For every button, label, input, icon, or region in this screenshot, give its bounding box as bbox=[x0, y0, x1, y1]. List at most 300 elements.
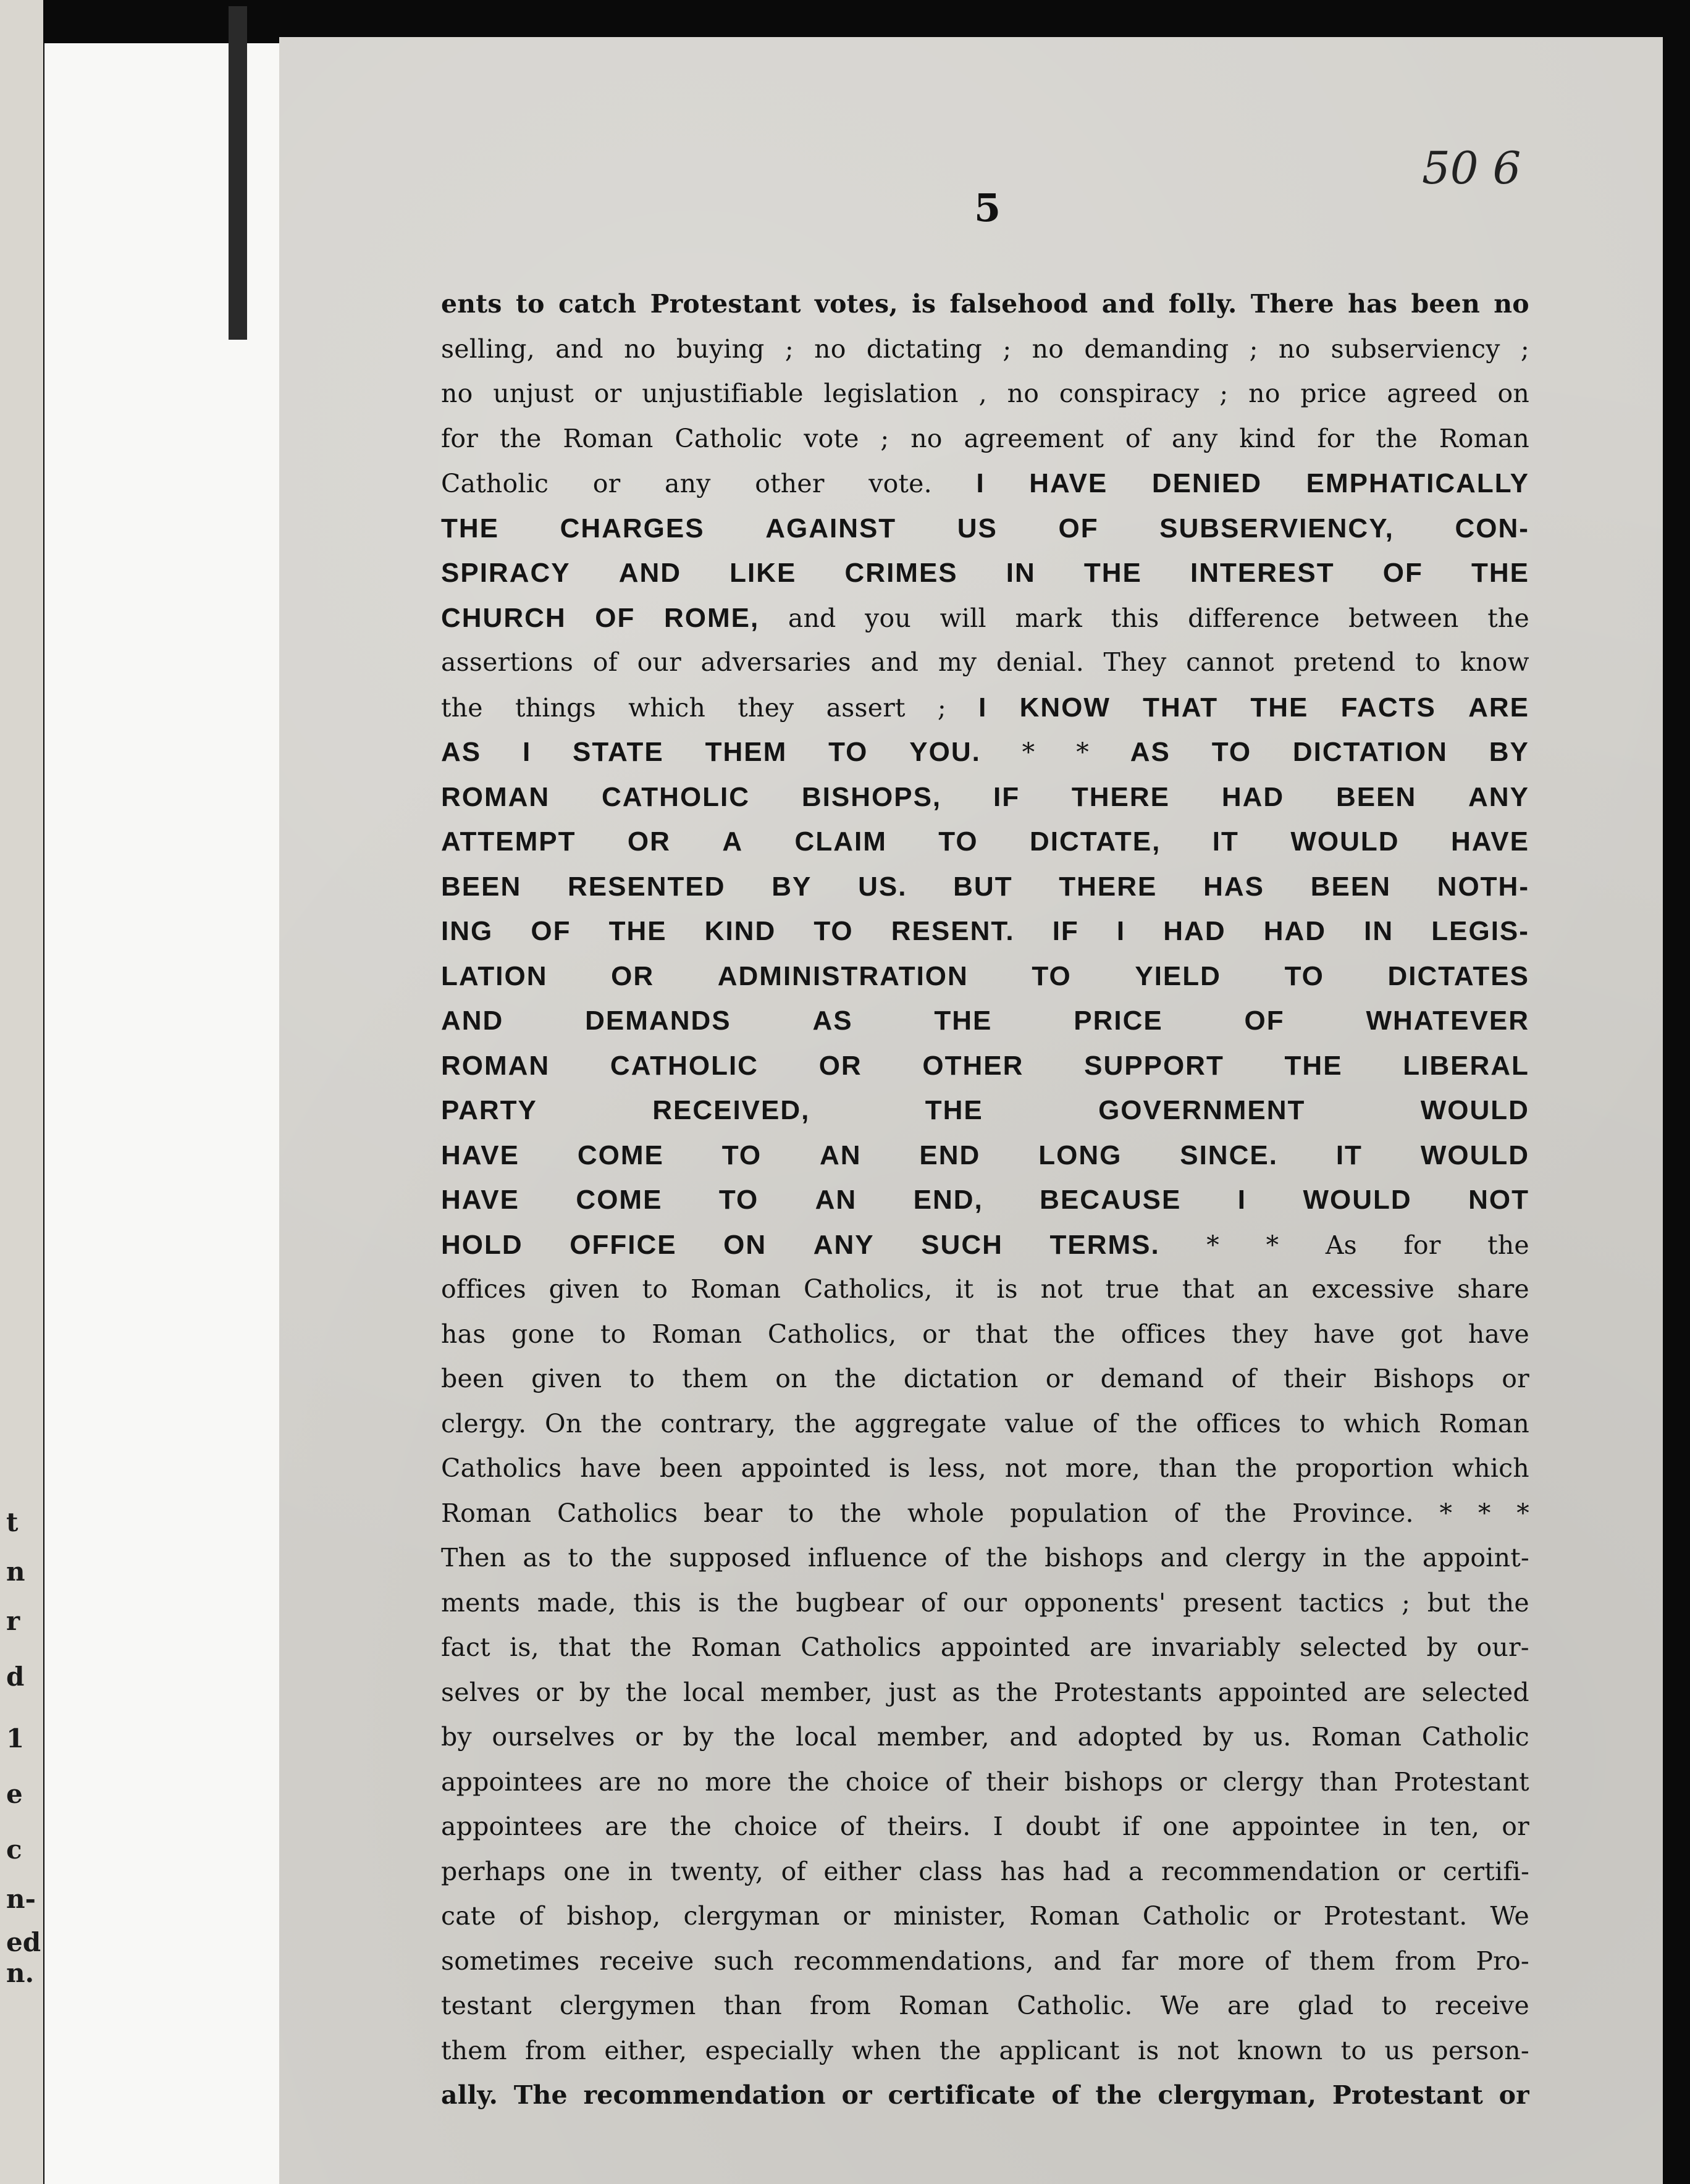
word: of bbox=[944, 1543, 970, 1573]
word: either, bbox=[604, 2035, 687, 2065]
word: the bbox=[670, 1812, 712, 1841]
word: member, bbox=[877, 1722, 990, 1752]
word: population bbox=[1010, 1498, 1148, 1528]
word: by bbox=[579, 1677, 610, 1707]
word: the bbox=[1095, 2080, 1142, 2110]
word: THEM bbox=[705, 737, 788, 767]
word: Catholic. bbox=[1017, 1991, 1133, 2020]
word: any bbox=[665, 469, 711, 498]
fragment-letter: d bbox=[6, 1661, 25, 1692]
word: ING bbox=[441, 916, 494, 946]
word: supposed bbox=[668, 1543, 791, 1573]
word: OR bbox=[611, 960, 655, 991]
word: offices bbox=[441, 1274, 526, 1304]
word: in bbox=[1322, 1543, 1347, 1573]
word: Protestants bbox=[1053, 1677, 1203, 1707]
word: one bbox=[563, 1856, 611, 1886]
word: of bbox=[1231, 1364, 1256, 1393]
word: bear bbox=[704, 1498, 763, 1528]
word: RECEIVED, bbox=[652, 1095, 810, 1125]
word: you bbox=[865, 603, 911, 633]
word: if bbox=[1122, 1812, 1140, 1841]
word: known bbox=[1237, 2035, 1323, 2065]
word: CATHOLIC bbox=[602, 781, 750, 812]
text-line bbox=[441, 513, 1529, 558]
word: THE bbox=[934, 1006, 993, 1036]
word: share bbox=[1457, 1274, 1529, 1304]
word: the bbox=[629, 1632, 672, 1662]
word: ents bbox=[441, 289, 502, 319]
word: catch bbox=[558, 289, 637, 319]
word: ADMINISTRATION bbox=[717, 960, 969, 991]
word: applicant bbox=[999, 2035, 1120, 2065]
word: Catholics bbox=[557, 1498, 678, 1528]
text-line bbox=[441, 1991, 1529, 2036]
word: Pro- bbox=[1476, 1946, 1529, 1976]
word: clergy bbox=[1222, 1766, 1304, 1797]
word: the bbox=[839, 1498, 882, 1528]
text-line bbox=[441, 468, 1529, 513]
word: COME bbox=[576, 1185, 663, 1215]
word: Catholics, bbox=[804, 1274, 933, 1304]
text-line bbox=[441, 289, 1529, 334]
word: clergymen bbox=[559, 1991, 696, 2020]
fragment-letter: t bbox=[6, 1507, 19, 1537]
word: We bbox=[1160, 1991, 1200, 2020]
word: the bbox=[1364, 1543, 1406, 1573]
word: them bbox=[1309, 1946, 1376, 1976]
word: BISHOPS, bbox=[801, 781, 942, 812]
word: Roman bbox=[652, 1319, 742, 1349]
word: or bbox=[1273, 1901, 1301, 1931]
word: are bbox=[605, 1812, 648, 1841]
word: Protestant bbox=[650, 289, 801, 319]
word: choice bbox=[734, 1812, 818, 1841]
word: which bbox=[1343, 1408, 1421, 1438]
word: ments bbox=[441, 1587, 521, 1618]
word: Protestant bbox=[1332, 2080, 1483, 2110]
word: no bbox=[1007, 379, 1040, 408]
word: of bbox=[920, 1587, 946, 1618]
word: SUBSERVIENCY, bbox=[1159, 513, 1394, 544]
word: ANY bbox=[813, 1229, 875, 1260]
word: bishops bbox=[1064, 1766, 1164, 1797]
word: BEEN bbox=[441, 871, 522, 902]
word: US bbox=[957, 513, 998, 544]
word: to bbox=[642, 1274, 668, 1304]
word: have bbox=[1313, 1319, 1375, 1349]
word: them bbox=[682, 1364, 749, 1393]
word: TERMS. bbox=[1049, 1229, 1160, 1260]
word: by bbox=[1203, 1722, 1234, 1752]
word: appoint- bbox=[1422, 1543, 1529, 1573]
page-number: 5 bbox=[974, 185, 1001, 230]
word: ; bbox=[1402, 1587, 1411, 1618]
word: receive bbox=[1434, 1991, 1529, 2020]
word: HAVE bbox=[1450, 826, 1529, 857]
text-line bbox=[441, 1409, 1529, 1454]
text-line bbox=[441, 1812, 1529, 1857]
adjacent-page-fragment bbox=[0, 0, 43, 2184]
word: will bbox=[940, 603, 986, 633]
word: the bbox=[733, 1722, 776, 1752]
word: but bbox=[1427, 1587, 1471, 1618]
word: offices bbox=[1196, 1408, 1282, 1438]
word: the bbox=[1135, 1408, 1178, 1438]
word: and bbox=[1160, 1543, 1209, 1573]
word: has bbox=[441, 1319, 486, 1349]
word: OF bbox=[1244, 1006, 1285, 1036]
word: demand bbox=[1100, 1364, 1204, 1393]
word: appointee bbox=[1232, 1812, 1361, 1841]
word: or bbox=[635, 1722, 663, 1752]
word: appointed bbox=[741, 1453, 871, 1483]
word: THE bbox=[1471, 558, 1529, 588]
word: THE bbox=[1284, 1050, 1343, 1081]
word: STATE bbox=[573, 737, 664, 767]
word: unjust bbox=[493, 379, 574, 408]
word: mark bbox=[1015, 603, 1083, 633]
word: value bbox=[1004, 1408, 1075, 1438]
word: of bbox=[1051, 2080, 1080, 2110]
word: Roman bbox=[441, 1498, 532, 1528]
word: THE bbox=[925, 1095, 983, 1125]
text-line bbox=[441, 2036, 1529, 2081]
word: tactics bbox=[1298, 1587, 1385, 1618]
word: no bbox=[1494, 289, 1529, 319]
word: IN bbox=[1364, 916, 1394, 946]
word: of bbox=[519, 1901, 544, 1931]
word: appointees bbox=[441, 1812, 583, 1841]
word: AND bbox=[441, 1006, 504, 1036]
word: folly. bbox=[1168, 289, 1237, 319]
word: between bbox=[1348, 603, 1459, 633]
word: local bbox=[683, 1677, 745, 1707]
word: demanding bbox=[1084, 334, 1229, 364]
word: OFFICE bbox=[570, 1229, 677, 1260]
text-line bbox=[441, 1543, 1529, 1588]
word: recommendations, bbox=[794, 1946, 1034, 1976]
word: is bbox=[889, 1453, 910, 1483]
word: to bbox=[600, 1319, 626, 1349]
word: Roman bbox=[1439, 423, 1529, 453]
word: US. bbox=[858, 871, 907, 902]
word: given bbox=[531, 1364, 602, 1393]
word: Catholic bbox=[441, 469, 549, 498]
word: ATTEMPT bbox=[441, 826, 576, 857]
word: aggregate bbox=[854, 1408, 987, 1438]
word: contrary, bbox=[660, 1408, 776, 1438]
word: Roman bbox=[1029, 1901, 1120, 1931]
word: OF bbox=[1382, 558, 1423, 588]
word: bishops bbox=[1045, 1543, 1144, 1573]
word: cannot bbox=[1186, 647, 1274, 677]
word: kind bbox=[1239, 423, 1296, 453]
word: OR bbox=[627, 826, 671, 857]
word: offices bbox=[1120, 1319, 1206, 1349]
word: has bbox=[1348, 289, 1398, 319]
word: the bbox=[996, 1677, 1038, 1707]
word: Roman bbox=[690, 1274, 781, 1304]
word: Catholic bbox=[1421, 1722, 1529, 1752]
word: LEGIS- bbox=[1431, 916, 1529, 946]
word: THE bbox=[1083, 558, 1142, 588]
word: CRIMES bbox=[844, 558, 958, 588]
word: Bishops bbox=[1373, 1364, 1475, 1393]
word: from bbox=[1395, 1946, 1457, 1976]
word: There bbox=[1250, 289, 1334, 319]
word: AN bbox=[819, 1140, 862, 1170]
word: DICTATES bbox=[1387, 960, 1529, 991]
word: the bbox=[736, 1587, 779, 1618]
word: us bbox=[1384, 2035, 1415, 2065]
word: I bbox=[976, 468, 985, 498]
word: DICTATION bbox=[1292, 737, 1448, 767]
word: BEEN bbox=[1310, 871, 1391, 902]
word: KIND bbox=[704, 916, 776, 946]
word: from bbox=[525, 2035, 587, 2065]
word: ANY bbox=[1468, 781, 1529, 812]
word: clergy. bbox=[441, 1408, 527, 1438]
word: or bbox=[841, 2080, 872, 2110]
word: of bbox=[1125, 423, 1151, 453]
word: appointed bbox=[940, 1632, 1070, 1662]
word: have bbox=[1468, 1319, 1529, 1349]
word: the bbox=[441, 692, 483, 723]
word: our bbox=[637, 647, 681, 677]
word: ROME, bbox=[663, 602, 760, 633]
word: SUPPORT bbox=[1084, 1050, 1224, 1081]
word: LIKE bbox=[729, 558, 797, 588]
word: the bbox=[1487, 1587, 1529, 1618]
word: conspiracy bbox=[1059, 379, 1200, 408]
word: no bbox=[657, 1766, 689, 1797]
word: that bbox=[1182, 1274, 1235, 1304]
word: the bbox=[1053, 1319, 1096, 1349]
word: or bbox=[1499, 2080, 1529, 2110]
word: the bbox=[1376, 423, 1418, 453]
word: fact bbox=[441, 1632, 490, 1662]
word: selected bbox=[1421, 1677, 1529, 1707]
word: have bbox=[580, 1453, 642, 1483]
word: HAVE bbox=[441, 1185, 519, 1215]
text-line bbox=[441, 1095, 1529, 1140]
word: that bbox=[558, 1632, 611, 1662]
word: COME bbox=[577, 1140, 664, 1170]
word: PRICE bbox=[1074, 1006, 1163, 1036]
word: and bbox=[555, 334, 603, 364]
word: recommendation bbox=[1161, 1856, 1381, 1886]
text-line bbox=[441, 379, 1529, 424]
word: CLAIM bbox=[794, 826, 887, 857]
word: influence bbox=[807, 1543, 928, 1573]
word: TO bbox=[813, 916, 854, 946]
word: not bbox=[1040, 1274, 1083, 1304]
word: WOULD bbox=[1420, 1140, 1529, 1170]
word: IF bbox=[993, 781, 1020, 812]
word: perhaps bbox=[441, 1856, 546, 1886]
word: * bbox=[1076, 737, 1089, 767]
word: the bbox=[600, 1408, 642, 1438]
word: no bbox=[910, 423, 943, 453]
word: bishop, bbox=[566, 1901, 661, 1931]
word: or bbox=[1502, 1364, 1529, 1393]
word: agreed bbox=[1387, 379, 1478, 408]
word: minister, bbox=[893, 1901, 1007, 1931]
word: ourselves bbox=[492, 1722, 615, 1752]
word: dictation bbox=[903, 1364, 1019, 1393]
word: to bbox=[1340, 2035, 1367, 2065]
word: OF bbox=[1058, 513, 1099, 544]
word: ROMAN bbox=[441, 1050, 550, 1081]
word: BY bbox=[771, 871, 812, 902]
word: made, bbox=[537, 1587, 616, 1618]
text-line bbox=[441, 737, 1529, 782]
word: proportion bbox=[1295, 1453, 1434, 1483]
word: They bbox=[1103, 647, 1167, 677]
word: this bbox=[633, 1587, 682, 1618]
word: more bbox=[1178, 1946, 1245, 1976]
word: * bbox=[1206, 1230, 1219, 1260]
text-line bbox=[441, 1364, 1529, 1409]
word: far bbox=[1121, 1946, 1159, 1976]
word: TO bbox=[938, 826, 978, 857]
word: are bbox=[1089, 1632, 1132, 1662]
word: the bbox=[986, 1543, 1028, 1573]
word: our bbox=[962, 1587, 1007, 1618]
word: BECAUSE bbox=[1040, 1185, 1182, 1215]
text-line bbox=[441, 916, 1529, 961]
fragment-letter: r bbox=[6, 1606, 20, 1636]
word: legislation bbox=[823, 379, 959, 408]
word: or bbox=[1045, 1364, 1074, 1393]
word: this bbox=[1111, 603, 1159, 633]
word: the bbox=[939, 2035, 982, 2065]
word: * bbox=[1478, 1498, 1491, 1528]
word: whole bbox=[907, 1498, 985, 1528]
scan-border bbox=[1663, 0, 1690, 2184]
word: present bbox=[1183, 1587, 1282, 1618]
word: us. bbox=[1253, 1722, 1292, 1752]
word: no bbox=[814, 334, 846, 364]
word: than bbox=[723, 1991, 783, 2020]
fragment-letter: c bbox=[6, 1834, 22, 1865]
word: TO bbox=[721, 1140, 762, 1170]
word: I bbox=[1237, 1185, 1246, 1215]
word: pretend bbox=[1293, 647, 1396, 677]
word: vote bbox=[804, 423, 859, 453]
word: TO bbox=[1032, 960, 1072, 991]
word: been bbox=[1411, 289, 1480, 319]
word: doubt bbox=[1025, 1812, 1101, 1841]
word: votes, bbox=[815, 289, 898, 319]
text-line bbox=[441, 1632, 1529, 1678]
word: OR bbox=[818, 1050, 862, 1081]
word: ally. bbox=[441, 2080, 498, 2110]
word: TO bbox=[828, 737, 868, 767]
text-line bbox=[441, 1230, 1529, 1275]
word: SUCH bbox=[921, 1229, 1003, 1260]
word: YOU. bbox=[909, 737, 981, 767]
word: END bbox=[919, 1140, 981, 1170]
word: of bbox=[781, 1856, 806, 1886]
word: FACTS bbox=[1340, 692, 1436, 723]
word: of bbox=[1093, 1408, 1118, 1438]
word: Catholic bbox=[1142, 1901, 1250, 1931]
word: person- bbox=[1432, 2035, 1529, 2065]
fragment-letter: n- bbox=[6, 1884, 36, 1914]
word: AS bbox=[1130, 737, 1171, 767]
word: * bbox=[1022, 737, 1035, 767]
word: is bbox=[1137, 2035, 1159, 2065]
body-text bbox=[441, 289, 1529, 2125]
word: not bbox=[1004, 1453, 1047, 1483]
word: to bbox=[1415, 647, 1441, 677]
word: WOULD bbox=[1290, 826, 1400, 857]
word: TO bbox=[1211, 737, 1252, 767]
word: on bbox=[775, 1364, 807, 1393]
word: which bbox=[628, 692, 706, 723]
word: I bbox=[993, 1812, 1004, 1841]
word: ; bbox=[1520, 334, 1529, 364]
word: PARTY bbox=[441, 1095, 537, 1125]
word: * bbox=[1516, 1498, 1529, 1528]
word: of bbox=[1174, 1498, 1199, 1528]
word: for bbox=[1403, 1230, 1441, 1260]
word: theirs. bbox=[887, 1812, 971, 1841]
word: denial. bbox=[996, 647, 1084, 677]
word: given bbox=[549, 1274, 620, 1304]
word: ; bbox=[880, 423, 889, 453]
word: RESENT. bbox=[891, 916, 1015, 946]
word: their bbox=[986, 1766, 1049, 1797]
word: them bbox=[441, 2035, 507, 2065]
word: ; bbox=[1003, 334, 1012, 364]
word: they bbox=[1232, 1319, 1289, 1349]
word: and bbox=[1009, 1722, 1058, 1752]
word: more bbox=[705, 1766, 772, 1797]
word: no bbox=[624, 334, 656, 364]
paper-strip bbox=[44, 43, 279, 2184]
word: Catholics bbox=[801, 1632, 922, 1662]
word: the bbox=[1487, 603, 1529, 633]
text-line bbox=[441, 1901, 1529, 1946]
word: clergyman, bbox=[1158, 2080, 1317, 2110]
word: appointees bbox=[441, 1766, 583, 1797]
word: AN bbox=[815, 1185, 857, 1215]
text-line bbox=[441, 603, 1529, 648]
word: THE bbox=[441, 513, 499, 544]
word: twenty, bbox=[670, 1856, 764, 1886]
word: is bbox=[996, 1274, 1018, 1304]
word: is bbox=[912, 289, 936, 319]
word: falsehood bbox=[949, 289, 1088, 319]
handwritten-archive-number: 50 6 bbox=[1422, 142, 1521, 194]
word: * bbox=[1439, 1498, 1453, 1528]
word: other bbox=[755, 469, 825, 498]
word: the bbox=[610, 1543, 652, 1573]
word: or bbox=[1397, 1856, 1426, 1886]
word: the bbox=[834, 1364, 877, 1393]
word: OTHER bbox=[922, 1050, 1024, 1081]
word: or bbox=[536, 1677, 564, 1707]
word: as bbox=[952, 1677, 981, 1707]
text-line bbox=[441, 1588, 1529, 1633]
word: LATION bbox=[441, 960, 548, 991]
text-line bbox=[441, 1498, 1529, 1544]
word: GOVERNMENT bbox=[1098, 1095, 1306, 1125]
word: buying bbox=[676, 334, 765, 364]
